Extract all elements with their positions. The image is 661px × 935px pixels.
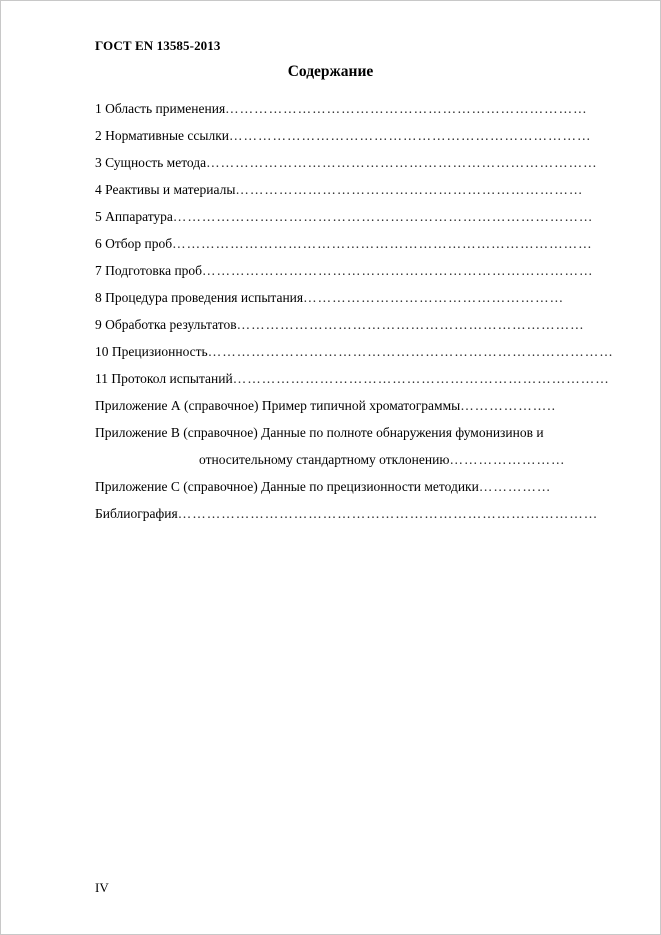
toc-leader-dots: ……………………………………………… (303, 290, 565, 305)
toc-leader-dots: …………………………………………………………………………… (172, 209, 594, 224)
toc-entry-text: 8 Процедура проведения испытания (95, 290, 304, 305)
toc-leader-dots: ……………………………………………………………………… (202, 263, 594, 278)
toc-entry-reagents[interactable] (95, 180, 617, 207)
toc-entry-annex-c[interactable] (95, 477, 617, 504)
toc-entry-annex-b-continued[interactable] (95, 450, 617, 477)
toc-leader-dots: …………………………………………………………………………… (172, 236, 593, 251)
toc-entry-text: относительному стандартному отклонению (199, 452, 450, 467)
toc-title: Содержание (287, 63, 374, 80)
document-code: ГОСТ EN 13585-2013 (95, 38, 221, 53)
toc-leader-dots: ……………………………………………………………… (235, 182, 584, 197)
toc-entry-text: 4 Реактивы и материалы (95, 182, 236, 197)
toc-entry-text: Библиография (95, 506, 178, 521)
toc-entry-text: Приложение В (справочное) Данные по полноте обнаружения фумонизинов и (95, 425, 544, 440)
toc-leader-dots: …………………………………………………………………… (232, 371, 610, 386)
toc-entry-text: 10 Прецизионность (95, 344, 208, 359)
toc-entry-text: 7 Подготовка проб (95, 263, 203, 278)
toc-entry-text: 3 Сущность метода (95, 155, 207, 170)
toc-entry-text: 1 Область применения (95, 101, 226, 116)
toc-entry-text: 6 Отбор проб (95, 236, 173, 251)
toc-entry-text: 5 Аппаратура (95, 209, 173, 224)
toc-entry-scope[interactable] (95, 99, 617, 126)
toc-entry-text: Приложение С (справочное) Данные по прецизионности методики (95, 479, 479, 494)
toc-entry-annex-a[interactable] (95, 396, 617, 423)
toc-entry-sampling[interactable] (95, 234, 617, 261)
toc-leader-dots: ……………………………………………………………… (236, 317, 585, 332)
toc-entry-procedure[interactable] (95, 288, 617, 315)
toc-leader-dots: ………………………………………………………………………… (207, 344, 614, 359)
toc-leader-dots: ………………………………………………………………… (229, 128, 592, 143)
toc-leader-dots: …………………………………………………………………………… (177, 506, 599, 521)
toc-entry-principle[interactable] (95, 153, 617, 180)
toc-leader-dots: ……………………………………………………………………… (206, 155, 598, 170)
toc-entry-bibliography[interactable] (95, 504, 617, 531)
toc-entry-text: 9 Обработка результатов (95, 317, 237, 332)
page-number: IV (95, 880, 109, 895)
toc-leader-dots: ………………………………………………………………… (225, 101, 588, 116)
toc-entry-test-report[interactable] (95, 369, 617, 396)
toc-entry-annex-b[interactable] (95, 423, 617, 450)
toc-leader-dots: …………………… (449, 452, 566, 467)
toc-leader-dots: …………… (478, 479, 552, 494)
toc-leader-dots: ……………….. (460, 398, 556, 413)
toc-entry-precision[interactable] (95, 342, 617, 369)
toc-entry-text: 11 Протокол испытаний (95, 371, 233, 386)
toc-entry-apparatus[interactable] (95, 207, 617, 234)
toc-entry-references[interactable] (95, 126, 617, 153)
toc-entry-text: Приложение А (справочное) Пример типичной хроматограммы (95, 398, 461, 413)
toc-entry-sample-prep[interactable] (95, 261, 617, 288)
toc-entry-text: 2 Нормативные ссылки (95, 128, 229, 143)
table-of-contents (95, 99, 617, 531)
toc-entry-calculation[interactable] (95, 315, 617, 342)
